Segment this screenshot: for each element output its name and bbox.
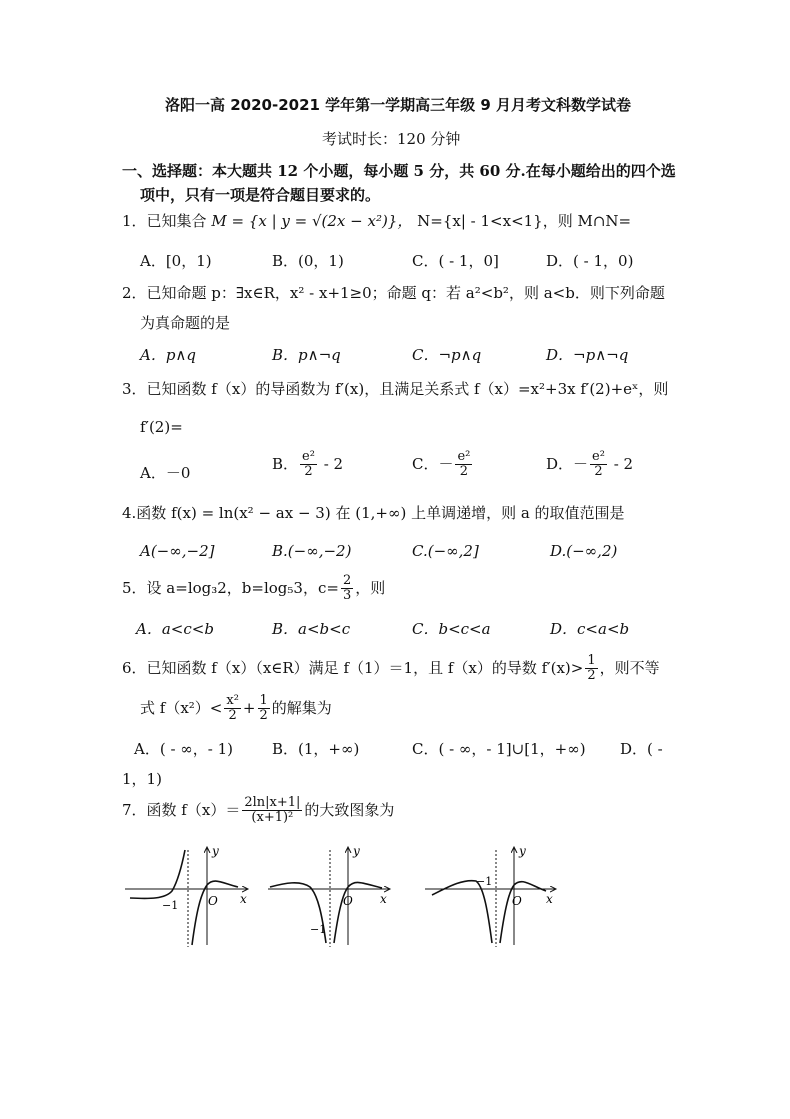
q6-line1-tail: ，则不等 bbox=[599, 658, 660, 677]
frac-den: 2 bbox=[587, 668, 596, 684]
q6-option-b: B．(1，+∞) bbox=[272, 740, 360, 758]
frac-den: 3 bbox=[342, 588, 352, 604]
q1-option-d: D．( - 1，0) bbox=[546, 252, 634, 270]
graph-c-curve-left bbox=[432, 881, 492, 943]
graph-c-curve-right bbox=[500, 882, 546, 943]
graph-a-x-label: x bbox=[240, 892, 247, 906]
exam-title: 洛阳一高 2020-2021 学年第一学期高三年级 9 月月考文科数学试卷 bbox=[165, 96, 632, 114]
q3-option-b-frac bbox=[300, 450, 317, 480]
q2-option-d: D．¬p∧¬q bbox=[546, 346, 629, 364]
frac-num: e² bbox=[457, 449, 471, 464]
q1-stem bbox=[122, 210, 631, 231]
section-heading-a: 一、选择题：本大题共 12 个小题，每小题 5 分，共 60 分. bbox=[122, 162, 526, 180]
q6-option-a: A．( - ∞，- 1) bbox=[134, 740, 234, 758]
q7-frac bbox=[242, 796, 302, 826]
graph-c-minus-one: −1 bbox=[476, 875, 493, 888]
frac-den: 2 bbox=[594, 464, 603, 480]
section-heading bbox=[122, 160, 676, 181]
q2-line2: 为真命题的是 bbox=[140, 314, 231, 332]
q6-half-frac-2 bbox=[258, 694, 270, 724]
frac-num: 1 bbox=[259, 693, 268, 708]
q4-option-a: A(−∞,−2] bbox=[140, 542, 215, 560]
frac-den: 2 bbox=[259, 708, 268, 724]
frac-num: e² bbox=[592, 449, 605, 464]
q3-option-a: A．－0 bbox=[140, 464, 191, 482]
section-heading-b: 在每小题给出的四个选 bbox=[525, 162, 676, 180]
q3-option-d-frac bbox=[590, 450, 607, 480]
graph-a-y-label: y bbox=[212, 844, 219, 858]
graph-b-x-label: x bbox=[380, 892, 387, 906]
q3-option-c-frac bbox=[455, 450, 472, 480]
q1-set-m: M = {x | y = √(2x − x²)}， bbox=[211, 212, 413, 230]
frac-den: 2 bbox=[228, 708, 237, 724]
graph-a-minus-one: −1 bbox=[162, 899, 179, 912]
q6-option-d-wrap: 1，1) bbox=[122, 770, 162, 788]
q3-option-c bbox=[412, 450, 474, 480]
section-heading-c: 项中，只有一项是符合题目要求的。 bbox=[140, 186, 381, 204]
q5-option-a: A．a<c<b bbox=[136, 620, 214, 638]
q3-option-c-label: C．－ bbox=[412, 454, 454, 473]
graph-a-curve-left bbox=[130, 850, 185, 898]
q1-option-b: B．(0，1) bbox=[272, 252, 344, 270]
q1-lead: 1．已知集合 bbox=[122, 212, 207, 230]
q4-option-c: C.(−∞,2] bbox=[412, 542, 479, 560]
graph-a-o-label: O bbox=[208, 894, 218, 908]
q6-line2-tail: 的解集为 bbox=[271, 698, 332, 717]
q3-option-b-tail: - 2 bbox=[318, 454, 344, 473]
graph-b-o-label: O bbox=[343, 894, 353, 908]
q3-option-d-tail: - 2 bbox=[608, 454, 634, 473]
q2-option-a: A．p∧q bbox=[140, 346, 197, 364]
q6-option-c: C．( - ∞，- 1]∪[1，+∞) bbox=[412, 740, 586, 758]
q5-option-c: C．b<c<a bbox=[412, 620, 491, 638]
q4-option-d: D.(−∞,2) bbox=[550, 542, 618, 560]
q6-line1 bbox=[122, 654, 660, 684]
graph-c bbox=[425, 844, 556, 947]
q2-line1: 2．已知命题 p：∃x∈R，x² - x+1≥0；命题 q：若 a²<b²，则 a<b．则下列命题 bbox=[122, 284, 665, 302]
graph-a-curve-right bbox=[192, 881, 238, 945]
frac-num: x² bbox=[226, 693, 239, 708]
q6-half-frac bbox=[585, 654, 597, 684]
frac-num: 2ln|x+1| bbox=[244, 795, 301, 810]
q3-option-d bbox=[546, 450, 633, 480]
frac-num: 2 bbox=[342, 573, 352, 588]
q5-tail: ，则 bbox=[355, 578, 386, 597]
q3-line2: f′(2)= bbox=[140, 418, 183, 436]
q3-option-d-label: D．－ bbox=[546, 454, 589, 473]
q6-sq-frac bbox=[224, 694, 241, 724]
q6-line2 bbox=[140, 694, 332, 724]
graph-b-curve-right bbox=[334, 882, 382, 943]
q3-line1: 3．已知函数 f（x）的导函数为 f′(x)，且满足关系式 f（x）=x²+3x f′(2)+eˣ，则 bbox=[122, 380, 669, 398]
q2-option-c: C．¬p∧q bbox=[412, 346, 482, 364]
q6-line1-lead: 6．已知函数 f（x）（x∈R）满足 f（1）＝1，且 f（x）的导数 f′(x)> bbox=[122, 658, 584, 677]
q7-tail: 的大致图象为 bbox=[304, 800, 395, 819]
q4-line1: 4.函数 f(x) = ln(x² − ax − 3) 在 (1,+∞) 上单调递增，则 a 的取值范围是 bbox=[122, 504, 625, 522]
q3-option-b-label: B． bbox=[272, 454, 299, 473]
q7-lead: 7．函数 f（x）＝ bbox=[122, 800, 241, 819]
frac-den: (x+1)² bbox=[251, 810, 294, 826]
graph-b-y-label: y bbox=[353, 844, 360, 858]
frac-den: 2 bbox=[459, 464, 469, 480]
frac-den: 2 bbox=[304, 464, 313, 480]
graph-c-x-label: x bbox=[546, 892, 553, 906]
q6-option-d: D．( - bbox=[620, 740, 663, 758]
exam-duration: 考试时长：120 分钟 bbox=[322, 130, 461, 148]
q2-option-b: B．p∧¬q bbox=[272, 346, 341, 364]
frac-num: 1 bbox=[587, 653, 596, 668]
q1-set-n: N={x| - 1<x<1}，则 M∩N= bbox=[417, 212, 632, 230]
q1-option-a: A．[0，1) bbox=[140, 252, 212, 270]
q5-option-d: D．c<a<b bbox=[550, 620, 630, 638]
q5-frac bbox=[341, 574, 353, 604]
q5-lead: 5．设 a=log₃2，b=log₅3，c= bbox=[122, 578, 339, 597]
graph-c-o-label: O bbox=[512, 894, 522, 908]
q3-option-b bbox=[272, 450, 343, 480]
q4-option-b: B.(−∞,−2) bbox=[272, 542, 352, 560]
frac-num: e² bbox=[302, 449, 315, 464]
q7-graphs bbox=[0, 835, 790, 955]
q6-plus: + bbox=[242, 698, 256, 717]
graph-c-y-label: y bbox=[519, 844, 526, 858]
q5-stem bbox=[122, 574, 385, 604]
q7-stem bbox=[122, 796, 394, 826]
q5-option-b: B．a<b<c bbox=[272, 620, 351, 638]
q6-line2-lead: 式 f（x²）< bbox=[140, 698, 223, 717]
q1-option-c: C．( - 1，0] bbox=[412, 252, 499, 270]
graph-b bbox=[268, 844, 390, 947]
graph-a bbox=[125, 844, 248, 947]
graph-b-minus-one: −1 bbox=[310, 923, 327, 936]
